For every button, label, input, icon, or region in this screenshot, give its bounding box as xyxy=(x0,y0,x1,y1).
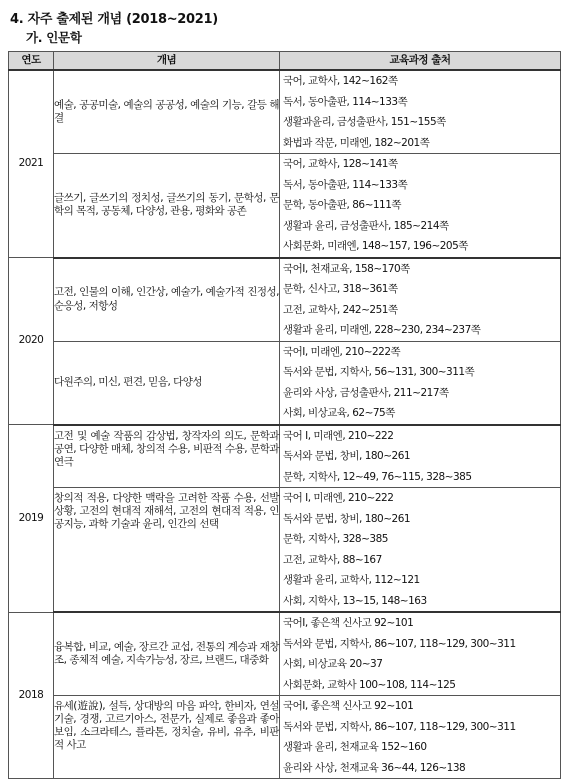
source-item: 문학, 동아출판, 86~111쪽 xyxy=(283,199,402,211)
source-item: 생활과 윤리, 미래엔, 228~230, 234~237쪽 xyxy=(283,324,481,336)
source-item: 독서와 문법, 지학사, 86~107, 118~129, 300~311 xyxy=(283,720,516,733)
source-item: 독서, 동아출판, 114~133쪽 xyxy=(283,178,408,191)
source-item: 윤리와 사상, 금성출판사, 211~217쪽 xyxy=(283,386,449,399)
concept-cell: 고전, 인물의 이해, 인간상, 예술가, 예술가적 진정성, 순응성, 저항성 xyxy=(54,258,280,342)
column-header-concept: 개념 xyxy=(54,52,280,71)
source-cell xyxy=(280,341,561,425)
table-row xyxy=(9,154,561,258)
concept-cell: 융복합, 비교, 예술, 장르간 교섭, 전통의 계승과 재창조, 종체적 예술, 지속가능성, 장르, 브랜드, 대중화 xyxy=(54,612,280,696)
column-header-year: 연도 xyxy=(9,52,54,71)
table-row xyxy=(9,341,561,425)
concept-cell: 창의적 적용, 다양한 맥락을 고려한 작품 수용, 선발 상황, 고전의 현대적 재해석, 고전의 현대적 적용, 인공지능, 과학 기술과 윤리, 인간의 선택 xyxy=(54,488,280,613)
source-cell xyxy=(280,154,561,258)
source-item: 국어Ⅰ, 천재교육, 158~170쪽 xyxy=(283,262,410,275)
table-row xyxy=(9,258,561,342)
section-heading: 4. 자주 출제된 개념 (2018~2021) xyxy=(10,12,218,27)
column-header-source: 교육과정 출처 xyxy=(280,52,561,71)
subsection-heading: 가. 인문학 xyxy=(26,30,82,45)
source-item: 독서와 문법, 창비, 180~261 xyxy=(283,450,411,462)
concept-cell: 다원주의, 미신, 편견, 믿음, 다양성 xyxy=(54,341,280,425)
table-row xyxy=(9,425,561,488)
source-item: 사회, 지학사, 13~15, 148~163 xyxy=(283,594,427,607)
source-item: 국어Ⅰ, 좋은책 신사고 92~101 xyxy=(283,617,414,629)
source-item: 독서와 문법, 창비, 180~261 xyxy=(283,512,411,525)
source-item: 문학, 신사고, 318~361쪽 xyxy=(283,283,398,295)
source-item: 사회, 비상교육, 62~75쪽 xyxy=(283,407,395,419)
table-row xyxy=(9,612,561,696)
source-cell xyxy=(280,70,561,154)
source-item: 국어 Ⅰ, 미래엔, 210~222 xyxy=(283,492,394,504)
table-header-row xyxy=(9,52,561,71)
source-item: 고전, 교학사, 88~167 xyxy=(283,553,382,566)
source-cell xyxy=(280,425,561,488)
source-item: 화법과 작문, 미래엔, 182~201쪽 xyxy=(283,136,430,149)
table-row xyxy=(9,70,561,154)
source-item: 국어Ⅰ, 미래엔, 210~222쪽 xyxy=(283,345,401,358)
year-cell: 2019 xyxy=(9,425,54,613)
concept-cell: 예술, 공공미술, 예술의 공공성, 예술의 기능, 갈등 해결 xyxy=(54,70,280,154)
source-item: 국어Ⅰ, 좋은책 신사고 92~101 xyxy=(283,700,414,712)
source-item: 생활과 윤리, 천재교육 152~160 xyxy=(283,741,427,753)
source-item: 생활과 윤리, 금성출판사, 185~214쪽 xyxy=(283,219,449,232)
concept-table xyxy=(8,51,561,779)
year-cell: 2021 xyxy=(9,70,54,258)
source-item: 독서, 동아출판, 114~133쪽 xyxy=(283,95,408,108)
source-item: 사회문화, 교학사 100~108, 114~125 xyxy=(283,678,456,691)
table-row xyxy=(9,488,561,613)
source-item: 사회문화, 미래엔, 148~157, 196~205쪽 xyxy=(283,240,468,252)
source-item: 국어, 교학사, 128~141쪽 xyxy=(283,158,398,170)
source-item: 문학, 지학사, 12~49, 76~115, 328~385 xyxy=(283,470,472,483)
concept-cell: 글쓰기, 글쓰기의 정치성, 글쓰기의 동기, 문학성, 문학의 목적, 공동체, 다양성, 관용, 평화와 공존 xyxy=(54,154,280,258)
source-cell xyxy=(280,488,561,613)
concept-cell: 고전 및 예술 작품의 감상법, 창작자의 의도, 문학과 공연, 다양한 매체, 창의적 수용, 비판적 수용, 문학과 연극 xyxy=(54,425,280,488)
concept-cell: 유세(遊說), 설득, 상대방의 마음 파악, 한비자, 연설기술, 경쟁, 고르기아스, 전문가, 실제로 좋음과 좋아 보임, 소크라테스, 플라톤, 정치술, 유비, 유추, 비판적 사고 xyxy=(54,696,280,779)
source-cell xyxy=(280,696,561,779)
source-item: 고전, 교학사, 242~251쪽 xyxy=(283,303,398,316)
source-cell xyxy=(280,612,561,696)
source-item: 생활과 윤리, 교학사, 112~121 xyxy=(283,574,420,586)
source-item: 문학, 지학사, 328~385 xyxy=(283,533,388,545)
source-item: 국어, 교학사, 142~162쪽 xyxy=(283,75,398,87)
source-item: 사회, 비상교육 20~37 xyxy=(283,658,383,670)
source-item: 독서와 문법, 지학사, 56~131, 300~311쪽 xyxy=(283,366,475,378)
source-cell xyxy=(280,258,561,342)
table-row xyxy=(9,696,561,779)
year-cell: 2020 xyxy=(9,258,54,425)
source-item: 독서와 문법, 지학사, 86~107, 118~129, 300~311 xyxy=(283,637,516,650)
source-item: 윤리와 사상, 천재교육 36~44, 126~138 xyxy=(283,761,466,774)
source-item: 생활과윤리, 금성출판사, 151~155쪽 xyxy=(283,116,446,128)
year-cell: 2018 xyxy=(9,612,54,779)
source-item: 국어 Ⅰ, 미래엔, 210~222 xyxy=(283,429,394,442)
